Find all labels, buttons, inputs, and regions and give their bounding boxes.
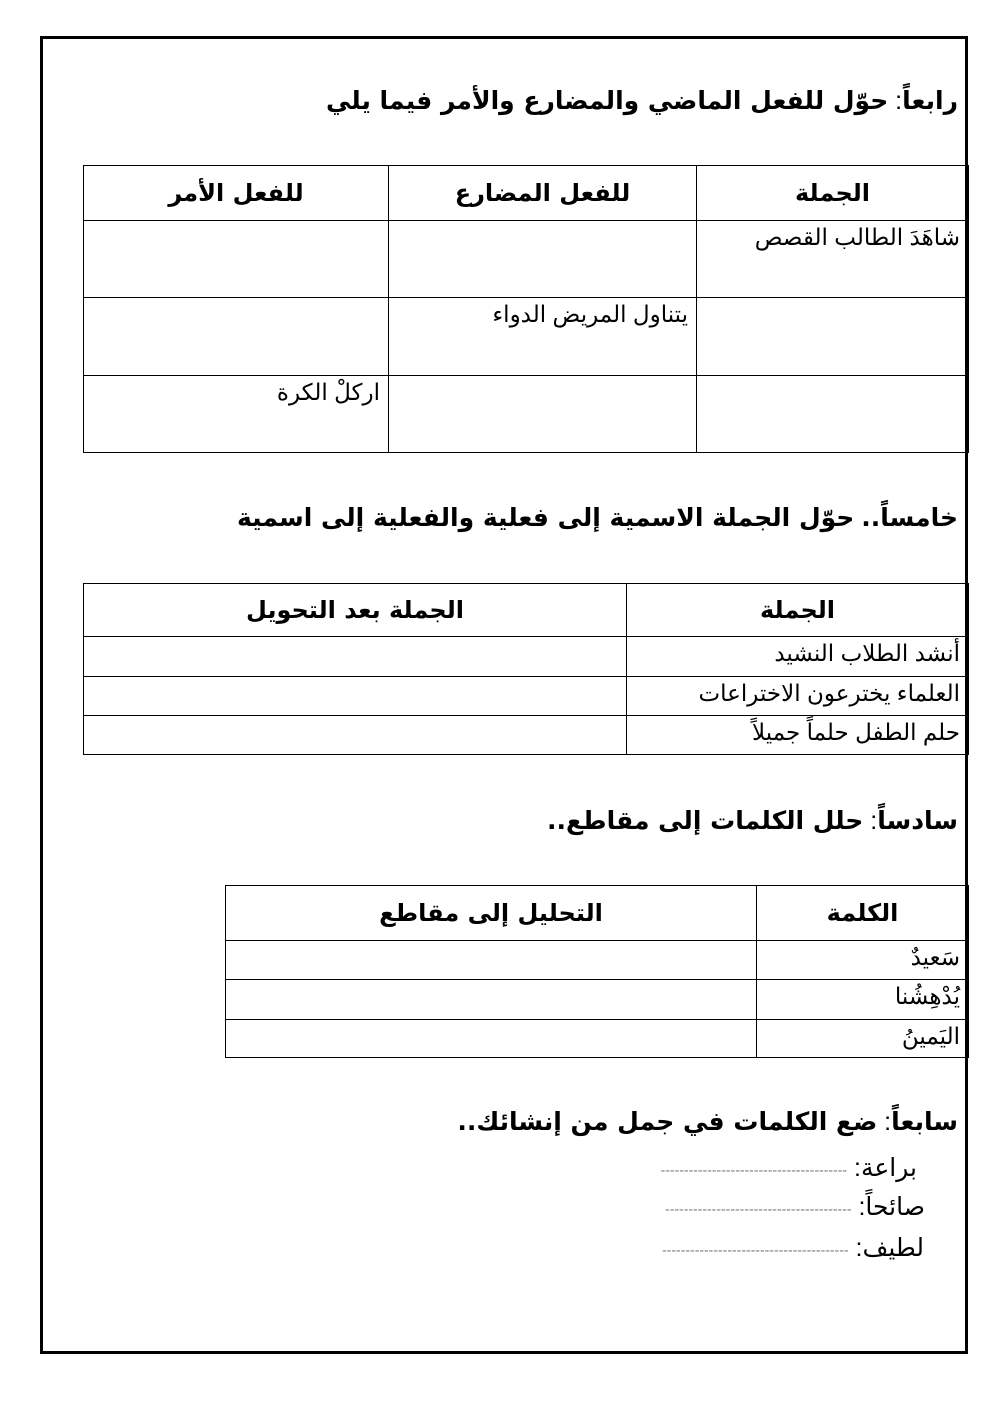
section6-label: سادساً xyxy=(877,806,958,835)
section5-label: خامساً.. xyxy=(861,503,958,532)
table4-cell: يتناول المريض الدواء xyxy=(389,298,697,376)
table4-cell: اركلْ الكرة xyxy=(84,376,389,453)
table-row xyxy=(84,221,969,298)
answer-line[interactable]: ---------------------------------------- xyxy=(665,1200,852,1217)
table4-header-present: للفعل المضارع xyxy=(389,166,697,221)
sentence-line-1 xyxy=(661,1153,917,1183)
word-label: لطيف: xyxy=(855,1234,924,1262)
table4-cell: شاهَدَ الطالب القصص xyxy=(697,221,969,298)
table5-cell: أنشد الطلاب النشيد xyxy=(627,637,969,677)
table-row xyxy=(226,941,969,980)
table5-cell: العلماء يخترعون الاختراعات xyxy=(627,677,969,716)
section7-text: ضع الكلمات في جمل من إنشائك.. xyxy=(457,1107,878,1136)
table4-cell[interactable] xyxy=(389,221,697,298)
table-row xyxy=(84,298,969,376)
table-row xyxy=(84,376,969,453)
section4-text: حوّل للفعل الماضي والمضارع والأمر فيما يلي xyxy=(325,86,889,115)
table4-cell[interactable] xyxy=(697,298,969,376)
sentence-line-3 xyxy=(662,1233,924,1263)
table6-header-word: الكلمة xyxy=(757,886,969,941)
table-row xyxy=(226,1020,969,1058)
answer-line[interactable]: ---------------------------------------- xyxy=(662,1241,849,1258)
table5-cell: حلم الطفل حلماً جميلاً xyxy=(627,716,969,755)
table4-header-sentence: الجملة xyxy=(697,166,969,221)
section6-text: حلل الكلمات إلى مقاطع.. xyxy=(546,806,864,835)
section5-text: حوّل الجملة الاسمية إلى فعلية والفعلية إلى اسمية xyxy=(237,503,855,532)
section5-table xyxy=(83,583,969,755)
table4-cell[interactable] xyxy=(84,298,389,376)
table6-header-syllables: التحليل إلى مقاطع xyxy=(226,886,757,941)
table-row xyxy=(84,716,969,755)
table5-header-sentence: الجملة xyxy=(627,584,969,637)
sentence-line-2 xyxy=(665,1192,925,1222)
table5-cell[interactable] xyxy=(84,677,627,716)
table5-header-converted: الجملة بعد التحويل xyxy=(84,584,627,637)
table-row xyxy=(84,637,969,677)
table5-cell[interactable] xyxy=(84,637,627,677)
table6-cell[interactable] xyxy=(226,980,757,1020)
table4-cell[interactable] xyxy=(389,376,697,453)
answer-line[interactable]: ---------------------------------------- xyxy=(660,1161,848,1178)
table6-cell[interactable] xyxy=(226,941,757,980)
table-row xyxy=(84,677,969,716)
section5-heading xyxy=(237,503,958,533)
word-label: صائحاً: xyxy=(858,1193,925,1221)
section4-label: رابعاً xyxy=(902,86,958,115)
section6-table xyxy=(225,885,969,1058)
section4-table xyxy=(83,165,969,453)
table6-cell: اليَمينُ xyxy=(757,1020,969,1058)
table4-cell[interactable] xyxy=(84,221,389,298)
section7-label: سابعاً xyxy=(891,1107,958,1136)
word-label: براعة: xyxy=(854,1154,917,1182)
table6-cell[interactable] xyxy=(226,1020,757,1058)
table4-header-imperative: للفعل الأمر xyxy=(84,166,389,221)
table4-cell[interactable] xyxy=(697,376,969,453)
table6-cell: يُدْهِشُنا xyxy=(757,980,969,1020)
table6-cell: سَعيدٌ xyxy=(757,941,969,980)
table-row xyxy=(226,980,969,1020)
section6-heading: سادساً: حلل الكلمات إلى مقاطع.. xyxy=(546,806,958,835)
section7-heading: سابعاً: ضع الكلمات في جمل من إنشائك.. xyxy=(457,1107,958,1136)
table5-cell[interactable] xyxy=(84,716,627,755)
section4-heading: رابعاً: حوّل للفعل الماضي والمضارع والأمر فيما يلي xyxy=(325,86,958,115)
